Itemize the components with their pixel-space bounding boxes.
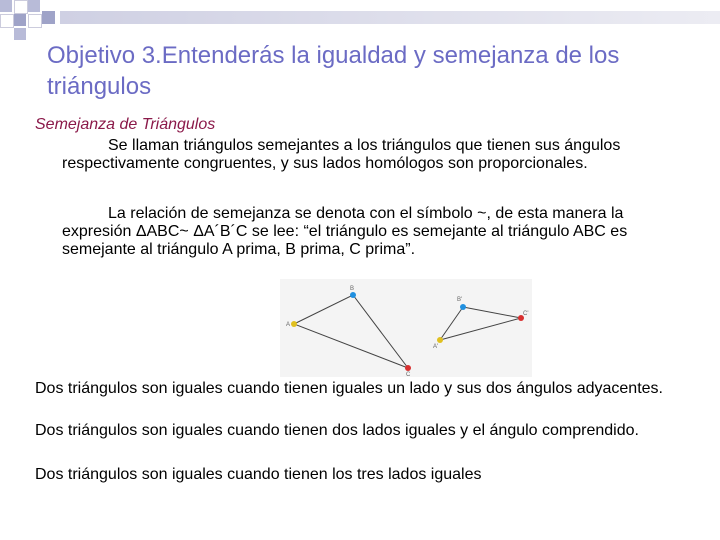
vertex-marker <box>291 321 297 327</box>
deco-bar <box>60 11 720 24</box>
header-decoration <box>0 0 720 40</box>
deco-square <box>14 14 26 26</box>
vertex-marker <box>460 304 466 310</box>
similar-triangles-figure <box>280 279 532 377</box>
rule-item: Dos triángulos son iguales cuando tienen iguales un lado y sus dos ángulos adyacentes. <box>35 380 663 397</box>
vertex-label: C <box>406 372 411 377</box>
vertex-label: C' <box>523 311 529 317</box>
vertex-label: B' <box>457 297 463 303</box>
vertex-label: B <box>350 286 355 292</box>
vertex-marker <box>350 292 356 298</box>
rule-item: Dos triángulos son iguales cuando tienen los tres lados iguales <box>35 466 482 483</box>
deco-square <box>14 28 26 40</box>
deco-square <box>42 11 55 24</box>
vertex-label: A <box>286 322 291 328</box>
slide-title: Objetivo 3.Entenderás la igualdad y semejanza de los triángulos <box>47 42 620 100</box>
definition-paragraph <box>62 137 672 173</box>
deco-square <box>28 14 42 28</box>
definition-text: Se llaman triángulos semejantes a los triángulos que tienen sus ángulos respectivamente congruentes, y sus lados homólogos son proporcionales. <box>62 137 621 172</box>
triangles-svg <box>280 279 532 377</box>
deco-square <box>0 0 12 12</box>
notation-text: La relación de semejanza se denota con el símbolo ~, de esta manera la expresión ΔABC~ ΔA´B´C se lee: “el triángulo es semejante al triángulo ABC es semejante al triángulo A prima, B prima, C prima”. <box>62 205 628 258</box>
section-subtitle: Semejanza de Triángulos <box>35 116 216 133</box>
vertex-marker <box>437 337 443 343</box>
deco-square <box>0 14 14 28</box>
vertex-label: A' <box>433 344 439 350</box>
deco-square <box>14 0 28 14</box>
rule-item: Dos triángulos son iguales cuando tienen dos lados iguales y el ángulo comprendido. <box>35 422 639 439</box>
deco-square <box>28 0 40 12</box>
notation-paragraph <box>62 205 672 259</box>
vertex-marker <box>405 365 411 371</box>
